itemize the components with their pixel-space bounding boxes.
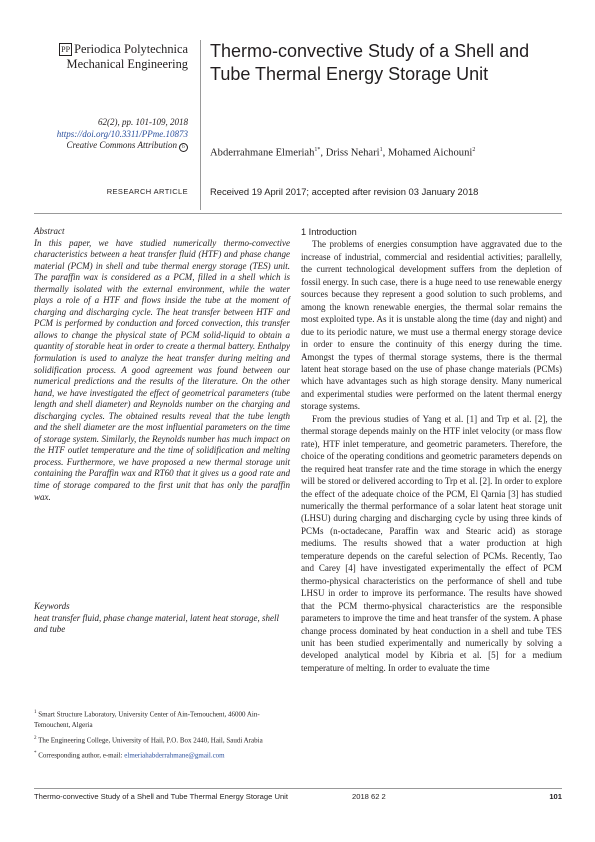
journal-name-line1: Periodica Polytechnica <box>74 42 188 56</box>
journal-name <box>34 42 188 72</box>
intro-paragraph: The problems of energies consumption have aggravated due to the increase of industrial, commercial and residential activities; parallelly, the current technological development suffers from the depletion of fossil energy. In such case, there is a huge need to use renewable energy sources because they represent a good solution to such problems, and among the known renewable energies, the thermal solar remains the most exploited type. As it is unstable along the time (day and night) and due to its periodic nature, we must use a thermal energy storage device in order to ensure the continuity of this energy during the time. Amongst the types of thermal storage systems, there is the thermal latent heat storage based on the use of phase change materials (PCMs) which have advantages such as high storage density. Many numerical and experimental studies were performed on the latent thermal energy storage systems. <box>301 239 562 412</box>
footnote-text: Smart Structure Laboratory, University Center of Ain-Temouchent, 46000 Ain-Temouchent, Algeria <box>34 710 260 730</box>
footer-issue: 2018 62 2 <box>352 792 386 801</box>
footnote-marker: * <box>34 751 37 757</box>
keywords-label: Keywords <box>34 601 70 611</box>
intro-paragraph: From the previous studies of Yang et al. [1] and Trp et al. [2], the thermal storage depends mainly on the HTF inlet velocity (or mass flow rate), HTF inlet temperature, and geometric parameters. Therefore, the choice of the operating conditions and geometric parameters depends on the required heat transfer rate and the time storage in which the energy will be stored or delivered according to Trp et al. [2]. In order to explore the effect of the adequate choice of the PCM, El Qarnia [3] has studied numerically the thermal performance of a solar latent heat storage unit (LHSU) during charging and discharging cycle by using three kinds of PCMs (n-octadecane, Paraffin wax and Stearic acid) as storage mediums. The results showed that a water production at high temperature depends on the careful selection of PCMs. Recently, Tao and Carey [4] have investigated experimentally the effect of PCM thermo-physical characteristics on the performance of shell and tube LHSU in order to improve its performance. The results have showed that the PCM thermo-physical characteristics are the responsible parameters to improve the time and heat transfer of the system. A phase change process dominated by heat conduction in a shell and tube TES unit has been studied experimentally and numerically by solving a developed analytical model by Kibria et al. [5] for a medium temperature of melting. In order to evaluate the time <box>301 413 562 673</box>
citation: 62(2), pp. 101-109, 2018 <box>98 117 188 127</box>
keywords-text: heat transfer fluid, phase change material, latent heat storage, shell and tube <box>34 612 279 635</box>
abstract-text: In this paper, we have studied numerically thermo-convective characteristics between a heat transfer fluid (HTF) and phase change material (PCM) in shell and tube thermal energy storage (TES) unit. The paraffin wax is considered as a PCM, filled in a shell which is thermally isolated with the external environment, while the water plays a role of a HTF and flows inside the tube at the moment of charging and discharging cycle. The heat transfer between HTF and PCM is performed by conduction and forced convection, this transfer allows to change the physical state of PCM solid-liquid to obtain a quantity of storable heat in order to create a thermal battery. Enthalpy formulation is used to analyze the heat transfer during melting and solidification process. A good agreement was found between our numerical predictions and the results of the literature. On the other hand, we have investigated the effect of geometrical parameters (tube length and shell diameter) and Reynolds number on the charging and discharging cycles. The obtained results reveal that the tube length and the shell diameter are the most influential parameters on the time of storage system. Similarly, the Reynolds number has much impact on the HTF outlet temperature and the time of solidification and melting process. Furthermore, we have proposed a new thermal storage unit containing the Paraffin wax and RT60 that it gives us a good rate and time of storage compared to the first unit that has only the paraffin wax. <box>34 237 290 502</box>
author-affiliation-sup: 1* <box>314 147 321 153</box>
running-title: Thermo-convective Study of a Shell and Tube Thermal Energy Storage Unit <box>34 792 288 801</box>
footnotes <box>34 708 290 764</box>
license-text: Creative Commons Attribution <box>66 140 177 150</box>
header-rule <box>34 213 562 214</box>
keywords-section <box>34 601 290 636</box>
header-divider <box>200 40 201 210</box>
article-type: RESEARCH ARTICLE <box>106 187 188 196</box>
footnote-text: The Engineering College, University of Hail, P.O. Box 2440, Hail, Saudi Arabia <box>38 736 263 745</box>
section-heading: 1 Introduction <box>301 227 357 237</box>
cc-by-icon: b <box>179 143 188 152</box>
abstract-label: Abstract <box>34 226 65 236</box>
author-name: Abderrahmane Elmeriah <box>210 147 315 159</box>
journal-name-line2: Mechanical Engineering <box>66 57 188 71</box>
doi-link[interactable]: https://doi.org/10.3311/PPme.10873 <box>56 128 188 139</box>
abstract-section <box>34 226 290 503</box>
author-list <box>210 144 570 160</box>
page-number: 101 <box>549 792 562 801</box>
footnote <box>34 749 290 761</box>
footnote-marker: 1 <box>34 710 37 715</box>
journal-logo-icon: PP <box>59 43 72 56</box>
introduction-section <box>301 226 562 674</box>
footnote-marker: 2 <box>34 735 37 741</box>
author-affiliation-sup: 2 <box>472 147 476 153</box>
footnote <box>34 734 290 746</box>
received-dates: Received 19 April 2017; accepted after revision 03 January 2018 <box>210 186 479 197</box>
author-affiliation-sup: 1 <box>379 147 383 153</box>
publication-meta <box>20 117 188 152</box>
license-line <box>20 140 188 152</box>
author-name: , Mohamed Aichouni <box>382 147 473 159</box>
author-name: , Driss Nehari <box>320 147 380 159</box>
corresponding-email-link[interactable]: elmeriahabderrahmane@gmail.com <box>124 751 225 760</box>
paper-title: Thermo-convective Study of a Shell and Tube Thermal Energy Storage Unit <box>210 41 530 84</box>
footer-rule <box>34 788 562 789</box>
footnote <box>34 708 290 731</box>
footnote-text: Corresponding author, e-mail: <box>38 751 123 760</box>
